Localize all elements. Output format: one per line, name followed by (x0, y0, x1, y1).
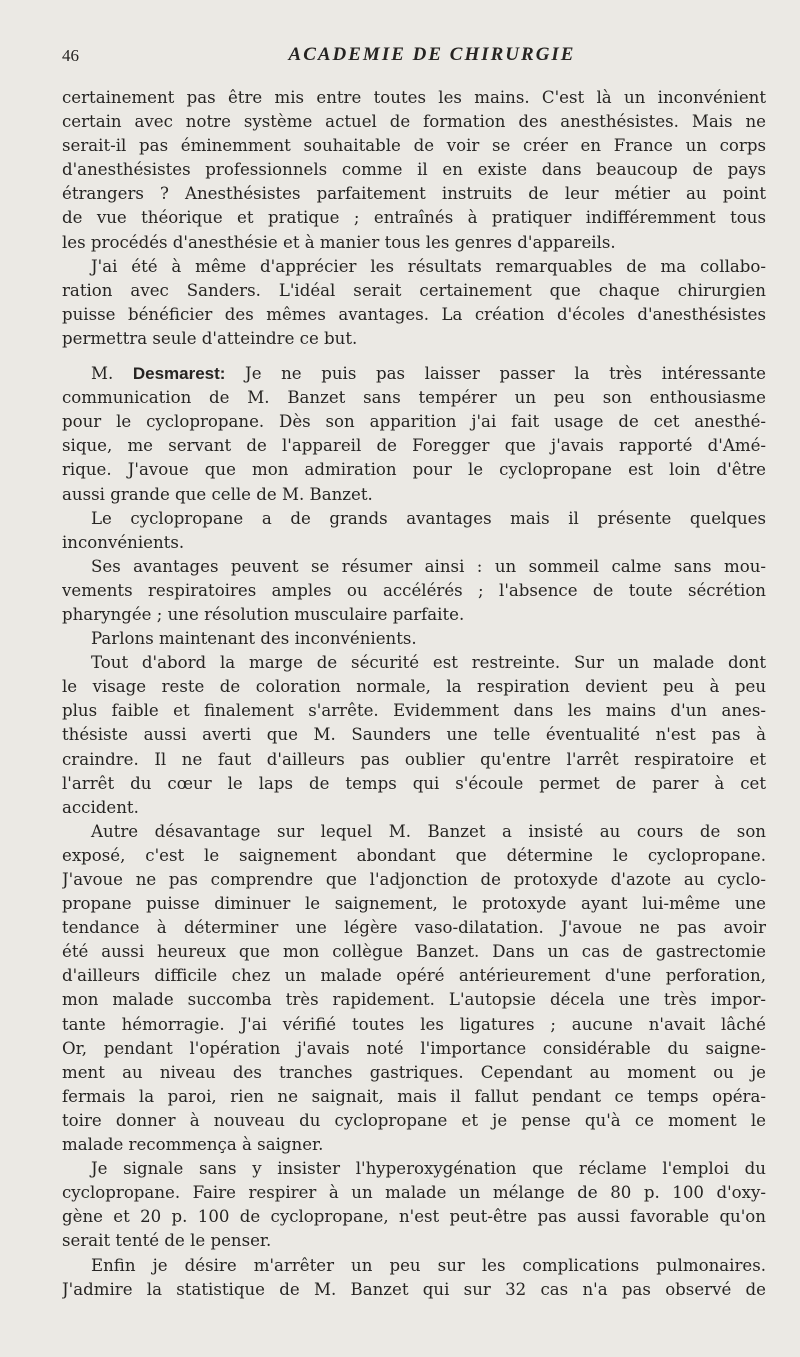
text-line: le visage reste de coloration normale, la respiration devient peu à peu (62, 677, 766, 697)
text-line: gène et 20 p. 100 de cyclopropane, n'est peut-être pas aussi favorable qu'on (62, 1207, 766, 1227)
text-line: Ses avantages peuvent se résumer ainsi : un sommeil calme sans mou- (91, 556, 766, 576)
section-gap (62, 351, 766, 362)
text-line: puisse bénéficier des mêmes avantages. La création d'écoles d'anesthésistes (62, 304, 766, 324)
text-line: propane puisse diminuer le saignement, le protoxyde ayant lui-même une (62, 894, 766, 914)
page-header (62, 40, 766, 72)
text-line: pharyngée ; une résolution musculaire parfaite. (62, 604, 465, 624)
text-line: tendance à déterminer une légère vaso-dilatation. J'avoue ne pas avoir (62, 918, 766, 938)
text-line: J'avoue ne pas comprendre que l'adjonction de protoxyde d'azote au cyclo- (62, 870, 766, 889)
text-line: J'ai été à même d'apprécier les résultats remarquables de ma collabo- (91, 256, 766, 276)
text-line: certain avec notre système actuel de formation des anesthésistes. Mais ne (62, 112, 766, 132)
text-line: Parlons maintenant des inconvénients. (91, 629, 417, 649)
text-line: Or, pendant l'opération j'avais noté l'importance considérable du saigne- (62, 1038, 766, 1058)
text-line: communication de M. Banzet sans tempérer un peu son enthousiasme (62, 388, 766, 408)
page-number: 46 (62, 46, 79, 65)
text-line: ration avec Sanders. L'idéal serait certainement que chaque chirurgien (62, 280, 766, 300)
text-line: fermais la paroi, rien ne saignait, mais il fallut pendant ce temps opéra- (62, 1086, 766, 1106)
text-line: rique. J'avoue que mon admiration pour le cyclopropane est loin d'être (62, 460, 766, 480)
text-line: accident. (62, 797, 139, 817)
text-line: exposé, c'est le saignement abondant que détermine le cyclopropane. (62, 845, 766, 865)
text-line: ment au niveau des tranches gastriques. Cependant au moment ou je (62, 1062, 766, 1082)
text-line: cyclopropane. Faire respirer à un malade un mélange de 80 p. 100 d'oxy- (62, 1183, 766, 1203)
text-line: Le cyclopropane a de grands avantages mais il présente quelques (91, 508, 766, 528)
text-line: toire donner à nouveau du cyclopropane et je pense qu'à ce moment le (62, 1110, 766, 1130)
text-line: de vue théorique et pratique ; entraînés à pratiquer indifféremment tous (62, 208, 766, 228)
speaker-name: Desmarest: (132, 364, 226, 384)
text-line: J'admire la statistique de M. Banzet qui sur 32 cas n'a pas observé de (62, 1279, 766, 1299)
text-line: été aussi heureux que mon collègue Banzet. Dans un cas de gastrectomie (62, 942, 766, 962)
text-line: permettra seule d'atteindre ce but. (62, 328, 358, 348)
text-line: vements respiratoires amples ou accélérés ; l'absence de toute sécrétion (62, 580, 766, 600)
text-line: certainement pas être mis entre toutes les mains. C'est là un inconvénient (62, 88, 766, 107)
body-text (62, 86, 766, 1302)
text-line: craindre. Il ne faut d'ailleurs pas oublier qu'entre l'arrêt respiratoire et (62, 749, 766, 769)
text-line: Enfin je désire m'arrêter un peu sur les complications pulmonaires. (91, 1255, 766, 1275)
text-line: étrangers ? Anesthésistes parfaitement instruits de leur métier au point (62, 184, 766, 204)
text-line: serait tenté de le penser. (62, 1231, 272, 1251)
text-line: pour le cyclopropane. Dès son apparition j'ai fait usage de cet anesthé- (62, 412, 766, 432)
text-line: Autre désavantage sur lequel M. Banzet a insisté au cours de son (91, 821, 766, 841)
text-line: Je signale sans y insister l'hyperoxygénation que réclame l'emploi du (91, 1159, 766, 1179)
text-line: Tout d'abord la marge de sécurité est restreinte. Sur un malade dont (91, 653, 766, 673)
speaker-line-text: Je ne puis pas laisser passer la très intéressante (225, 364, 766, 384)
text-line: inconvénients. (62, 532, 185, 552)
speaker-prefix: M. (91, 364, 133, 384)
speaker-line (62, 362, 766, 386)
text-line: plus faible et finalement s'arrête. Evidemment dans les mains d'un anes- (62, 701, 766, 721)
text-line: tante hémorragie. J'ai vérifié toutes les ligatures ; aucune n'avait lâché (62, 1014, 766, 1034)
text-line: les procédés d'anesthésie et à manier tous les genres d'appareils. (62, 232, 616, 252)
text-line: serait-il pas éminemment souhaitable de voir se créer en France un corps (62, 136, 766, 156)
text-line: thésiste aussi averti que M. Saunders une telle éventualité n'est pas à (62, 725, 766, 745)
text-line: d'ailleurs difficile chez un malade opéré antérieurement d'une perforation, (62, 966, 766, 986)
text-line: mon malade succomba très rapidement. L'autopsie décela une très impor- (62, 990, 766, 1010)
text-line: aussi grande que celle de M. Banzet. (62, 484, 373, 504)
text-line: l'arrêt du cœur le laps de temps qui s'écoule permet de parer à cet (62, 773, 766, 793)
text-line: malade recommença à saigner. (62, 1135, 324, 1155)
text-line: sique, me servant de l'appareil de Foregger que j'avais rapporté d'Amé- (62, 436, 766, 456)
running-title: ACADEMIE DE CHIRURGIE (288, 44, 576, 65)
text-line: d'anesthésistes professionnels comme il en existe dans beaucoup de pays (62, 160, 766, 180)
